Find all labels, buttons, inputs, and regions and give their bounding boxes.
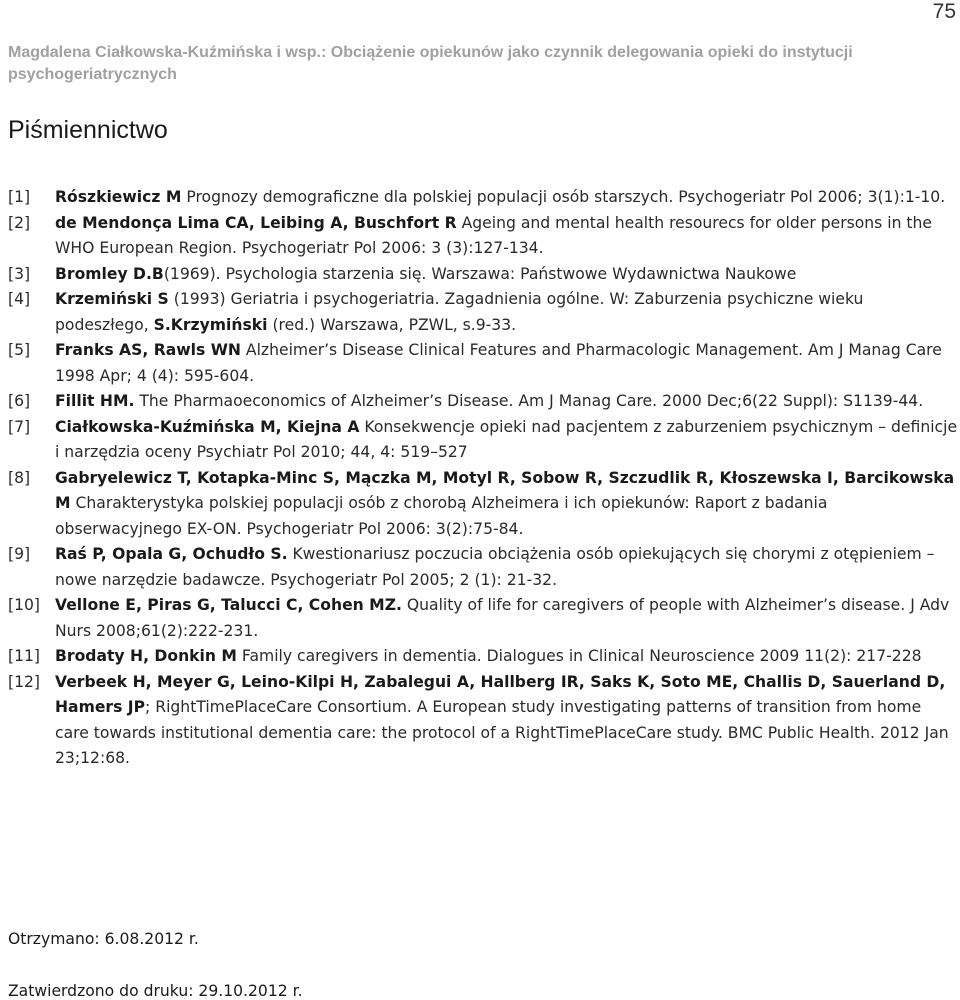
reference-item bbox=[8, 593, 958, 644]
reference-authors: Ciałkowska-Kuźmińska M, Kiejna A bbox=[55, 417, 360, 436]
reference-authors: Krzemiński S bbox=[55, 290, 169, 308]
reference-details: Alzheimer’s Disease Clinical Features and Pharmacologic Management. Am J Manag Care 1998 Apr; 4 (4): 595-604. bbox=[55, 341, 942, 385]
reference-item bbox=[8, 466, 958, 543]
section-title: Piśmiennictwo bbox=[8, 116, 168, 144]
reference-number: [4] bbox=[8, 290, 31, 308]
approved-date: Zatwierdzono do druku: 29.10.2012 r. bbox=[8, 982, 303, 1000]
reference-details: ; RightTimePlaceCare Consortium. A European study investigating patterns of transition from home care towards institutional dementia care: the protocol of a RightTimePlaceCare study. BMC Public Health. 2012 Jan 23;12:68. bbox=[55, 698, 949, 767]
reference-item bbox=[8, 542, 958, 593]
reference-details: (1993) Geriatria i psychogeriatria. Zagadnienia ogólne. W: Zaburzenia psychiczne wieku podeszłego, bbox=[55, 290, 864, 334]
reference-details: The Pharmaoeconomics of Alzheimer’s Disease. Am J Manag Care. 2000 Dec;6(22 Suppl): S1139-44. bbox=[134, 392, 924, 410]
reference-authors: Verbeek H, Meyer G, Leino-Kilpi H, Zabalegui A, Hallberg IR, Saks K, Soto ME, Challis D, Sauerland D, Hamers JP bbox=[55, 672, 946, 716]
page-number: 75 bbox=[932, 0, 956, 23]
reference-authors: Bromley D.B bbox=[55, 264, 164, 283]
reference-details: Kwestionariusz poczucia obciążenia osób opiekujących się chorymi z otępieniem – nowe narzędzie badawcze. Psychogeriatr Pol 2005; 2 (1): 21-32. bbox=[55, 545, 935, 589]
running-header-authors: Magdalena Ciałkowska-Kuźmińska i wsp. bbox=[8, 44, 321, 61]
reference-authors: Rószkiewicz M bbox=[55, 188, 182, 206]
reference-details: Charakterystyka polskiej populacji osób z chorobą Alzheimera i ich opiekunów: Raport z badania obserwacyjnego EX-ON. Psychogeriatr Pol 2006: 3(2):75-84. bbox=[55, 494, 828, 538]
reference-details: Quality of life for caregivers of people with Alzheimer’s disease. J Adv Nurs 2008;61(2):222-231. bbox=[55, 596, 950, 640]
running-header bbox=[8, 42, 888, 86]
running-header-title: : Obciążenie opiekunów jako czynnik delegowania opieki do instytucji psychogeriatrycznych bbox=[8, 44, 853, 83]
reference-number: [1] bbox=[8, 188, 31, 206]
reference-number: [11] bbox=[8, 647, 41, 665]
reference-authors: Franks AS, Rawls WN bbox=[55, 341, 241, 359]
reference-item bbox=[8, 185, 958, 211]
reference-authors: Raś P, Opala G, Ochudło S. bbox=[55, 545, 288, 563]
reference-item bbox=[8, 415, 958, 466]
reference-editor: S.Krzymiński bbox=[153, 315, 268, 334]
reference-details: Family caregivers in dementia. Dialogues in Clinical Neuroscience 2009 11(2): 217-228 bbox=[236, 647, 922, 665]
reference-item bbox=[8, 670, 958, 772]
reference-number: [7] bbox=[8, 417, 31, 436]
reference-number: [6] bbox=[8, 392, 31, 410]
reference-details: (1969). Psychologia starzenia się. Warszawa: Państwowe Wydawnictwa Naukowe bbox=[163, 264, 797, 283]
reference-number: [2] bbox=[8, 213, 31, 232]
reference-item bbox=[8, 262, 958, 288]
reference-item bbox=[8, 338, 958, 389]
reference-number: [12] bbox=[8, 672, 41, 691]
reference-authors: Brodaty H, Donkin M bbox=[55, 647, 237, 665]
reference-authors: de Mendonça Lima CA, Leibing A, Buschfort R bbox=[55, 213, 457, 232]
reference-number: [8] bbox=[8, 468, 31, 487]
reference-details: Ageing and mental health resourecs for older persons in the WHO European Region. Psychogeriatr Pol 2006: 3 (3):127-134. bbox=[55, 213, 933, 257]
reference-number: [5] bbox=[8, 341, 31, 359]
reference-item bbox=[8, 644, 958, 670]
reference-details: Prognozy demograficzne dla polskiej populacji osób starszych. Psychogeriatr Pol 2006; 3(1):1-10. bbox=[181, 188, 946, 206]
received-date: Otrzymano: 6.08.2012 r. bbox=[8, 930, 199, 948]
reference-authors: Gabryelewicz T, Kotapka-Minc S, Mączka M, Motyl R, Sobow R, Szczudlik R, Kłoszewska I, Barcikowska M bbox=[55, 468, 955, 512]
reference-item bbox=[8, 287, 958, 338]
reference-number: [9] bbox=[8, 545, 31, 563]
reference-item bbox=[8, 389, 958, 415]
reference-authors: Fillit HM. bbox=[55, 392, 135, 410]
reference-list bbox=[8, 185, 958, 772]
reference-details-cont: (red.) Warszawa, PZWL, s.9-33. bbox=[267, 315, 517, 334]
reference-number: [10] bbox=[8, 596, 41, 614]
reference-number: [3] bbox=[8, 264, 31, 283]
reference-details: Konsekwencje opieki nad pacjentem z zaburzeniem psychicznym – definicje i narzędzia oceny Psychiatr Pol 2010; 44, 4: 519–527 bbox=[55, 417, 958, 461]
reference-authors: Vellone E, Piras G, Talucci C, Cohen MZ. bbox=[55, 596, 402, 614]
reference-item bbox=[8, 211, 958, 262]
